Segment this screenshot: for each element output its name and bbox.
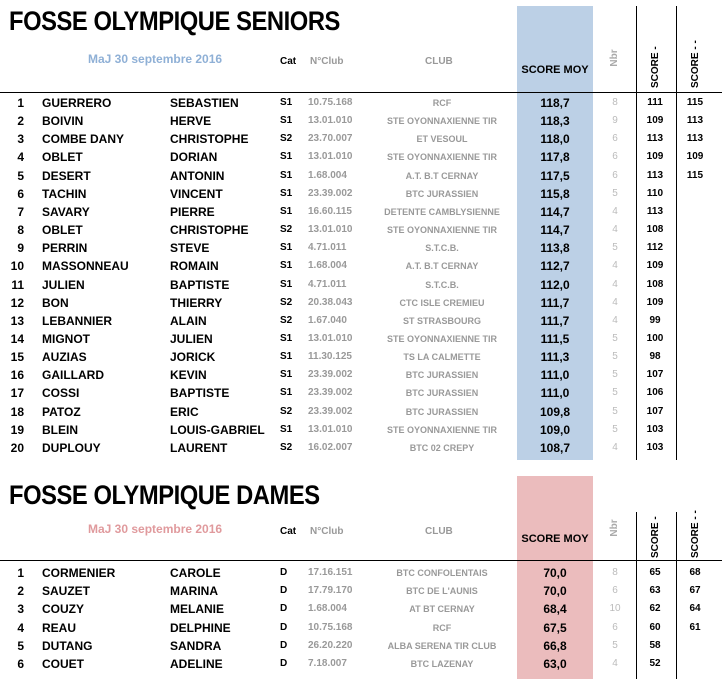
- last-name: JULIEN: [42, 277, 85, 292]
- club-number: 11.30.125: [308, 351, 352, 363]
- count: 6: [612, 621, 618, 633]
- count: 6: [612, 133, 618, 145]
- dames-update-date: MaJ 30 septembre 2016: [88, 522, 223, 536]
- club-name: TS LA CALMETTE: [403, 352, 481, 363]
- rank: 6: [17, 186, 24, 201]
- table-row: [0, 239, 722, 257]
- first-name: ERIC: [170, 404, 199, 419]
- rank: 4: [17, 150, 24, 165]
- count: 6: [612, 151, 618, 163]
- rank: 1: [17, 96, 24, 110]
- score-1: 98: [649, 351, 661, 363]
- score-1: 110: [646, 187, 664, 199]
- rank: 11: [11, 277, 24, 292]
- category: S1: [280, 169, 293, 181]
- count: 5: [612, 332, 618, 344]
- last-name: BON: [42, 295, 69, 310]
- score-1: 109: [646, 115, 664, 127]
- score-1: 109: [646, 151, 664, 163]
- score-1: 113: [646, 169, 664, 181]
- club-number: 1.68.004: [308, 169, 347, 181]
- score-2: 64: [689, 603, 701, 615]
- count: 4: [612, 278, 618, 290]
- first-name: BAPTISTE: [170, 386, 230, 401]
- table-row: [0, 582, 722, 600]
- seniors-update-date: MaJ 30 septembre 2016: [88, 52, 223, 66]
- table-row: [0, 330, 722, 348]
- first-name: DELPHINE: [170, 620, 231, 635]
- category: S1: [280, 260, 293, 272]
- table-row: [0, 366, 722, 384]
- rank: 4: [17, 620, 24, 635]
- table-row: [0, 167, 722, 185]
- score-1: 107: [646, 405, 664, 417]
- rank: 10: [10, 259, 24, 274]
- table-row: [0, 221, 722, 239]
- score-1: 108: [646, 224, 664, 236]
- first-name: THIERRY: [170, 295, 223, 310]
- table-row: [0, 185, 722, 203]
- table-row: [0, 637, 722, 655]
- club-name: STE OYONNAXIENNE TIR: [386, 116, 497, 127]
- last-name: AUZIAS: [42, 350, 87, 365]
- score-1: 52: [649, 658, 661, 669]
- club-name: BTC LAZENAY: [410, 659, 474, 669]
- club-number: 10.75.168: [308, 621, 353, 633]
- last-name: OBLET: [42, 150, 83, 165]
- average-score: 117,5: [540, 168, 570, 183]
- last-name: SAUZET: [42, 584, 90, 599]
- last-name: DUPLOUY: [42, 440, 101, 455]
- score-2: 113: [686, 133, 704, 145]
- score-1: 63: [649, 585, 661, 597]
- category: D: [280, 639, 288, 651]
- seniors-header-cat: Cat: [280, 56, 297, 67]
- club-name: ST STRASBOURG: [402, 315, 481, 326]
- last-name: LEBANNIER: [42, 313, 113, 328]
- club-number: 23.39.002: [308, 369, 353, 381]
- table-row: [0, 112, 722, 130]
- score-2: 109: [686, 151, 704, 163]
- seniors-header-rule: [0, 92, 722, 93]
- club-name: STE OYONNAXIENNE TIR: [386, 225, 497, 236]
- rank: 7: [17, 204, 24, 219]
- dames-header-score: SCORE MOY: [521, 533, 589, 545]
- average-score: 63,0: [543, 657, 567, 671]
- table-row: [0, 655, 722, 673]
- club-name: BTC JURASSIEN: [405, 370, 479, 381]
- dames-header-cat: Cat: [280, 526, 297, 537]
- table-row: [0, 130, 722, 148]
- average-score: 70,0: [543, 566, 567, 580]
- category: D: [280, 585, 288, 597]
- club-number: 13.01.010: [308, 115, 353, 127]
- average-score: 118,3: [540, 114, 570, 129]
- club-name: RCF: [432, 98, 452, 108]
- first-name: VINCENT: [170, 186, 223, 201]
- score-1: 100: [646, 332, 664, 344]
- club-name: DETENTE CAMBLYSIENNE: [384, 206, 500, 217]
- club-name: BTC JURASSIEN: [405, 406, 479, 417]
- average-score: 112,7: [540, 259, 570, 274]
- score-1: 62: [649, 603, 661, 615]
- last-name: GAILLARD: [42, 368, 104, 383]
- last-name: COMBE DANY: [42, 132, 125, 147]
- score-1: 113: [646, 133, 664, 145]
- club-number: 13.01.010: [308, 332, 353, 344]
- rank: 5: [17, 638, 24, 653]
- count: 9: [612, 115, 618, 127]
- score-2: 68: [689, 567, 701, 578]
- average-score: 114,7: [540, 204, 570, 219]
- count: 4: [612, 441, 618, 453]
- first-name: LOUIS-GABRIEL: [170, 422, 265, 437]
- first-name: DORIAN: [170, 150, 218, 165]
- club-name: ALBA SERENA TIR CLUB: [387, 640, 497, 651]
- club-number: 17.16.151: [308, 567, 353, 578]
- club-number: 23.39.002: [308, 387, 353, 399]
- category: S1: [280, 369, 293, 381]
- average-score: 117,8: [540, 150, 570, 165]
- average-score: 70,0: [543, 584, 567, 599]
- table-row: [0, 203, 722, 221]
- table-row: [0, 312, 722, 330]
- club-number: 1.68.004: [308, 603, 347, 615]
- seniors-header-nclub: N°Club: [310, 56, 344, 67]
- category: S1: [280, 423, 293, 435]
- club-number: 13.01.010: [308, 224, 353, 236]
- rank: 1: [17, 566, 24, 580]
- count: 10: [609, 603, 621, 615]
- count: 5: [612, 351, 618, 363]
- rank: 6: [17, 657, 24, 671]
- count: 5: [612, 242, 618, 254]
- first-name: CAROLE: [170, 566, 221, 580]
- score-1: 106: [646, 387, 664, 399]
- average-score: 109,0: [539, 422, 571, 437]
- count: 4: [612, 205, 618, 217]
- table-row: [0, 564, 722, 582]
- average-score: 114,7: [540, 223, 570, 238]
- first-name: MELANIE: [170, 602, 224, 617]
- table-row: [0, 384, 722, 402]
- club-number: 10.75.168: [308, 97, 353, 108]
- club-number: 23.70.007: [308, 133, 353, 145]
- score-1: 58: [649, 639, 661, 651]
- category: S1: [280, 278, 293, 290]
- score-1: 60: [649, 621, 661, 633]
- club-number: 13.01.010: [308, 151, 353, 163]
- first-name: ADELINE: [170, 657, 223, 671]
- table-row: [0, 439, 722, 457]
- average-score: 115,8: [540, 186, 570, 201]
- category: S2: [280, 314, 293, 326]
- category: D: [280, 603, 288, 615]
- club-name: S.T.C.B.: [425, 243, 459, 254]
- first-name: MARINA: [170, 584, 218, 599]
- club-name: BTC JURASSIEN: [405, 188, 479, 199]
- first-name: CHRISTOPHE: [170, 132, 249, 147]
- score-1: 111: [647, 97, 663, 108]
- first-name: BAPTISTE: [170, 277, 230, 292]
- table-row: [0, 94, 722, 112]
- club-name: RCF: [432, 622, 452, 633]
- club-number: 4.71.011: [308, 278, 347, 290]
- rank: 20: [10, 440, 24, 455]
- last-name: CORMENIER: [42, 566, 116, 580]
- last-name: SAVARY: [42, 204, 90, 219]
- club-number: 17.79.170: [308, 585, 353, 597]
- club-number: 26.20.220: [308, 639, 353, 651]
- club-number: 4.71.011: [308, 242, 347, 254]
- club-number: 1.68.004: [308, 260, 347, 272]
- rank: 13: [10, 313, 24, 328]
- club-name: S.T.C.B.: [425, 279, 459, 290]
- average-score: 111,0: [540, 368, 570, 383]
- average-score: 111,5: [540, 331, 570, 346]
- club-number: 20.38.043: [308, 296, 353, 308]
- count: 4: [612, 260, 618, 272]
- category: S1: [280, 187, 293, 199]
- dames-header-nbr: Nbr: [609, 519, 620, 537]
- category: D: [280, 621, 288, 633]
- last-name: GUERRERO: [42, 96, 112, 110]
- club-name: BTC JURASSIEN: [405, 388, 479, 399]
- score-2: 115: [686, 169, 704, 181]
- rank: 18: [10, 404, 24, 419]
- club-name: A.T. B.T CERNAY: [405, 261, 479, 272]
- club-name: STE OYONNAXIENNE TIR: [386, 152, 497, 163]
- first-name: PIERRE: [170, 204, 215, 219]
- last-name: DESERT: [42, 168, 91, 183]
- score-1: 109: [646, 296, 664, 308]
- average-score: 118,0: [540, 132, 570, 147]
- rank: 19: [10, 422, 24, 437]
- first-name: HERVE: [170, 114, 212, 129]
- club-number: 13.01.010: [308, 423, 353, 435]
- count: 8: [612, 567, 618, 578]
- count: 5: [612, 369, 618, 381]
- dames-header-score1: SCORE -: [650, 516, 661, 558]
- table-row: [0, 294, 722, 312]
- first-name: STEVE: [170, 241, 210, 256]
- average-score: 118,7: [540, 96, 570, 110]
- last-name: MIGNOT: [42, 331, 90, 346]
- last-name: COUET: [42, 657, 84, 671]
- category: S2: [280, 133, 293, 145]
- seniors-header-score: SCORE MOY: [521, 64, 589, 76]
- category: S1: [280, 332, 293, 344]
- first-name: ALAIN: [170, 313, 207, 328]
- table-row: [0, 148, 722, 166]
- club-number: 1.67.040: [308, 314, 347, 326]
- category: D: [280, 567, 288, 578]
- club-number: 23.39.002: [308, 187, 353, 199]
- category: S1: [280, 97, 293, 108]
- score-2: 61: [689, 621, 701, 633]
- category: S1: [280, 205, 293, 217]
- last-name: PERRIN: [42, 241, 88, 256]
- first-name: CHRISTOPHE: [170, 223, 249, 238]
- table-row: [0, 600, 722, 618]
- last-name: COSSI: [42, 386, 80, 401]
- club-name: BTC 02 CREPY: [409, 442, 475, 453]
- count: 5: [612, 423, 618, 435]
- last-name: TACHIN: [42, 186, 87, 201]
- rank: 3: [17, 132, 24, 147]
- category: S1: [280, 115, 293, 127]
- score-1: 108: [646, 278, 664, 290]
- dames-header-score2: SCORE - -: [690, 510, 701, 558]
- dames-header-nclub: N°Club: [310, 526, 344, 537]
- average-score: 111,7: [540, 295, 570, 310]
- rank: 9: [17, 241, 24, 256]
- seniors-header-nbr: Nbr: [609, 49, 620, 67]
- average-score: 111,7: [540, 313, 570, 328]
- score-1: 109: [646, 260, 664, 272]
- score-1: 107: [646, 369, 664, 381]
- count: 6: [612, 585, 618, 597]
- count: 8: [612, 97, 618, 108]
- average-score: 111,3: [540, 350, 570, 365]
- count: 5: [612, 405, 618, 417]
- dames-header-club: CLUB: [425, 526, 453, 537]
- rank: 3: [17, 602, 24, 617]
- count: 4: [612, 296, 618, 308]
- club-name: ET VESOUL: [416, 134, 468, 145]
- club-name: CTC ISLE CREMIEU: [399, 297, 485, 308]
- club-name: AT BT CERNAY: [409, 604, 475, 615]
- count: 5: [612, 387, 618, 399]
- table-row: [0, 348, 722, 366]
- count: 4: [612, 314, 618, 326]
- table-row: [0, 619, 722, 637]
- score-1: 99: [649, 314, 661, 326]
- count: 6: [612, 169, 618, 181]
- club-name: BTC CONFOLENTAIS: [396, 568, 488, 578]
- average-score: 67,5: [543, 620, 567, 635]
- average-score: 113,8: [540, 241, 570, 256]
- last-name: OBLET: [42, 223, 83, 238]
- last-name: PATOZ: [42, 404, 81, 419]
- first-name: ROMAIN: [170, 259, 219, 274]
- table-row: [0, 403, 722, 421]
- club-number: 16.60.115: [308, 205, 352, 217]
- club-number: 7.18.007: [308, 658, 347, 669]
- club-name: A.T. B.T CERNAY: [405, 170, 479, 181]
- score-1: 103: [646, 423, 664, 435]
- club-name: STE OYONNAXIENNE TIR: [386, 333, 497, 344]
- category: S2: [280, 405, 293, 417]
- club-name: BTC DE L'AUNIS: [406, 586, 478, 597]
- average-score: 112,0: [540, 277, 570, 292]
- last-name: BOIVIN: [42, 114, 84, 129]
- count: 5: [612, 639, 618, 651]
- rank: 17: [10, 386, 24, 401]
- count: 4: [612, 224, 618, 236]
- dames-title: FOSSE OLYMPIQUE DAMES: [9, 480, 320, 510]
- count: 4: [612, 658, 618, 669]
- table-row: [0, 257, 722, 275]
- last-name: REAU: [42, 620, 77, 635]
- rank: 15: [10, 350, 24, 365]
- first-name: LAURENT: [170, 440, 228, 455]
- category: S2: [280, 441, 293, 453]
- rank: 2: [17, 584, 24, 599]
- score-1: 65: [649, 567, 661, 578]
- last-name: MASSONNEAU: [42, 259, 129, 274]
- first-name: SANDRA: [170, 638, 222, 653]
- score-2: 115: [686, 97, 704, 108]
- last-name: DUTANG: [42, 638, 93, 653]
- first-name: JULIEN: [170, 331, 213, 346]
- score-1: 112: [646, 242, 664, 254]
- club-number: 23.39.002: [308, 405, 353, 417]
- category: S1: [280, 387, 293, 399]
- average-score: 111,0: [540, 386, 570, 401]
- first-name: JORICK: [170, 350, 216, 365]
- dames-header-rule: [0, 560, 722, 561]
- club-number: 16.02.007: [308, 441, 353, 453]
- rank: 2: [17, 114, 24, 129]
- rank: 14: [10, 331, 24, 346]
- category: D: [280, 658, 288, 669]
- score-1: 113: [646, 205, 664, 217]
- seniors-header-score2: SCORE - -: [690, 40, 701, 88]
- average-score: 108,7: [539, 440, 571, 455]
- score-1: 103: [646, 441, 664, 453]
- count: 5: [612, 187, 618, 199]
- average-score: 68,4: [543, 602, 567, 617]
- rank: 5: [17, 168, 24, 183]
- club-name: STE OYONNAXIENNE TIR: [386, 424, 497, 435]
- average-score: 109,8: [539, 404, 571, 419]
- rank: 16: [10, 368, 24, 383]
- category: S2: [280, 224, 293, 236]
- first-name: ANTONIN: [170, 168, 225, 183]
- first-name: KEVIN: [170, 368, 207, 383]
- category: S2: [280, 296, 293, 308]
- dames-section: [0, 476, 722, 679]
- category: S1: [280, 351, 293, 363]
- seniors-header-club: CLUB: [425, 56, 453, 67]
- rank: 12: [10, 295, 24, 310]
- table-row: [0, 421, 722, 439]
- last-name: BLEIN: [42, 422, 78, 437]
- average-score: 66,8: [543, 638, 567, 653]
- category: S1: [280, 242, 293, 254]
- first-name: SEBASTIEN: [170, 96, 239, 110]
- seniors-title: FOSSE OLYMPIQUE SENIORS: [9, 6, 340, 36]
- table-row: [0, 276, 722, 294]
- category: S1: [280, 151, 293, 163]
- seniors-header-score1: SCORE -: [650, 46, 661, 88]
- score-2: 113: [686, 115, 704, 127]
- last-name: COUZY: [42, 602, 84, 617]
- rank: 8: [17, 223, 24, 238]
- score-2: 67: [689, 585, 701, 597]
